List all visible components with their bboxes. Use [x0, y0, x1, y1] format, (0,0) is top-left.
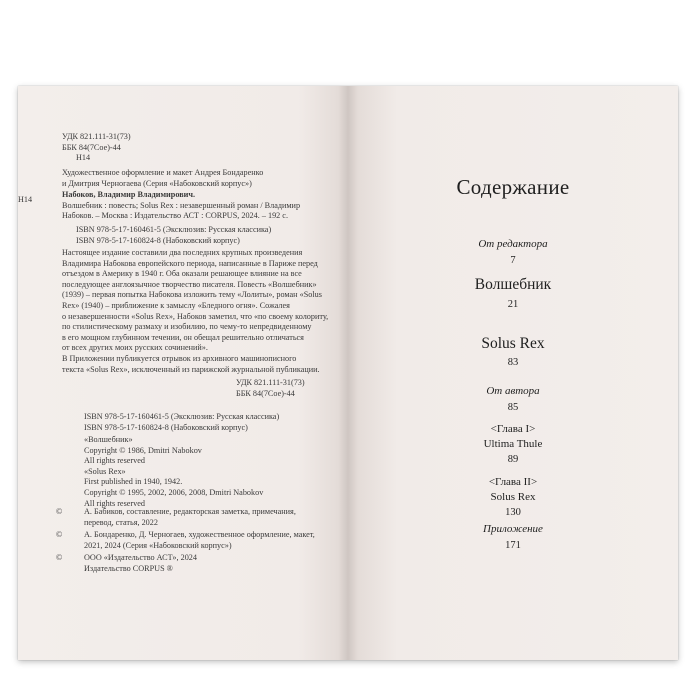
toc-item-chapter2-page: 130 [505, 507, 521, 518]
bib-line: Набоков. – Москва : Издательство АСТ : CORPUS, 2024. – 192 с. [62, 211, 288, 221]
udk-bbk-top [62, 132, 131, 164]
copyright-line: А. Бондаренко, Д. Черногаев, художественное оформление, макет, [84, 530, 315, 539]
annotation-line: последующее англоязычное творчество писателя. Повесть «Волшебник» [62, 279, 317, 289]
annotation-line: Настоящее издание составили два последних крупных произведения [62, 248, 303, 257]
annotation-line: по стилистическому размаху и изобилию, по чему-то непредвиденному [62, 322, 312, 332]
udk-code: УДК 821.111-31(73) [62, 132, 131, 141]
udk-bbk-bottom [236, 378, 305, 399]
toc-item-chapter2-title: Solus Rex [490, 491, 536, 503]
isbn-line: ISBN 978-5-17-160824-8 (Набоковский корпус) [84, 422, 248, 432]
udk-code: УДК 821.111-31(73) [236, 378, 305, 387]
toc-item-volshebnik-label: Волшебник [474, 276, 552, 293]
isbn-line: ISBN 978-5-17-160461-5 (Эксклюзив: Русская классика) [76, 225, 272, 234]
copyright-line: Издательство CORPUS ® [84, 563, 173, 573]
left-page-imprint [18, 86, 348, 660]
copyright-line: перевод, статья, 2022 [84, 517, 158, 527]
toc-item-volshebnik-page: 21 [507, 299, 519, 310]
annotation-line: Владимира Набокова европейского периода, написанные в Париже перед [62, 258, 318, 268]
credit-line: и Дмитрия Черногаева (Серия «Набоковский корпус») [62, 178, 252, 188]
copyright-line: А. Бабиков, составление, редакторская заметка, примечания, [84, 507, 296, 516]
toc-item-chapter1-title: Ultima Thule [483, 438, 543, 450]
toc-item-chapter2-label: <Глава II> [488, 476, 538, 488]
rights-line: First published in 1940, 1942. [84, 477, 183, 487]
copyright-line: 2021, 2024 (Серия «Набоковский корпус») [84, 540, 232, 550]
copyright-entry [56, 553, 197, 574]
copyright-symbol: © [56, 507, 63, 516]
bib-line: Волшебник : повесть; Solus Rex : незавершенный роман / Владимир [62, 200, 301, 210]
annotation-line: Rex» (1940) – приближение к замыслу «Бледного огня». Сожалея [62, 300, 290, 310]
right-page-contents [348, 86, 678, 660]
toc-item-editor-page: 7 [510, 255, 516, 266]
isbn-top [76, 225, 271, 246]
annotation-line: отъездом в Америку в 1940 г. Оба оказали решающее влияние на все [62, 269, 302, 279]
rights-line: All rights reserved [84, 498, 145, 508]
margin-author-sign: Н14 [18, 195, 33, 204]
toc-item-solus-rex-page: 83 [507, 357, 519, 368]
annotation [62, 248, 328, 375]
toc-item-chapter1-label: <Глава I> [490, 423, 536, 435]
author-name: Набоков, Владимир Владимирович. [62, 190, 196, 199]
isbn-line: ISBN 978-5-17-160461-5 (Эксклюзив: Русская классика) [84, 412, 280, 421]
isbn-bottom [84, 412, 279, 433]
annotation-line: текста «Solus Rex», исключенный из парижской журнальной публикации. [62, 364, 320, 374]
rights-line: Copyright © 1995, 2002, 2006, 2008, Dmitri Nabokov [84, 487, 264, 497]
copyright-symbol: © [56, 553, 63, 562]
annotation-line: в его мощном глубинном течении, он обещал решительно отличаться [62, 332, 304, 342]
rights-line: «Волшебник» [84, 435, 133, 444]
annotation-line: от всех других моих русских сочинений». [62, 343, 208, 353]
copyright-line: ООО «Издательство АСТ», 2024 [84, 553, 197, 562]
annotation-line: (1939) – первая попытка Набокова изложить тему «Лолиты», роман «Solus [62, 290, 322, 300]
copyright-symbol: © [56, 530, 63, 539]
toc-item-appendix-page: 171 [505, 540, 521, 551]
toc-item-editor-label: От редактора [478, 238, 548, 250]
bibliographic-record [62, 190, 300, 222]
contents-title: Содержание [456, 175, 570, 199]
rights-line: Copyright © 1986, Dmitri Nabokov [84, 445, 202, 455]
toc-item-chapter1-page: 89 [507, 454, 519, 465]
toc-item-author-label: От автора [486, 385, 540, 397]
toc-item-solus-rex-label: Solus Rex [481, 335, 545, 352]
design-credit [62, 168, 263, 189]
toc-item-author-page: 85 [507, 402, 519, 413]
copyright-entry [56, 530, 315, 551]
author-sign: Н14 [76, 153, 91, 163]
toc-item-appendix-label: Приложение [483, 523, 543, 535]
isbn-line: ISBN 978-5-17-160824-8 (Набоковский корпус) [76, 235, 240, 245]
bbk-code: ББК 84(7Сое)-44 [62, 142, 121, 152]
rights-block [84, 435, 263, 509]
copyright-entry [56, 507, 296, 528]
open-book [18, 86, 678, 660]
bbk-code: ББК 84(7Сое)-44 [236, 388, 295, 398]
credit-line: Художественное оформление и макет Андрея Бондаренко [62, 168, 264, 177]
rights-line: All rights reserved [84, 456, 145, 466]
rights-line: «Solus Rex» [84, 466, 126, 476]
annotation-line: о незавершенности «Solus Rex», Набоков заметил, что «по своему колориту, [62, 311, 329, 321]
annotation-line: В Приложении публикуется отрывок из архивного машинописного [62, 353, 297, 363]
